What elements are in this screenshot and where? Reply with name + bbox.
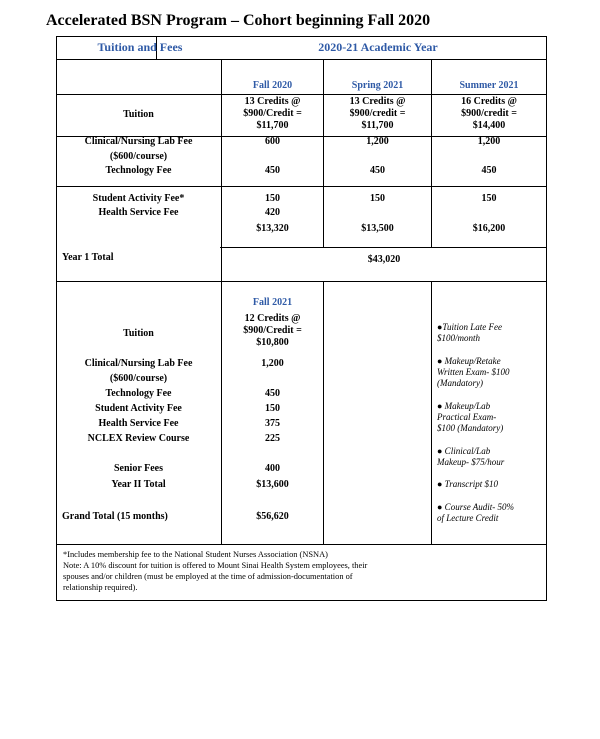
summer2021-tech: 450	[481, 165, 497, 176]
year1-grand-total: $43,020	[367, 254, 401, 265]
label-year1-total: Year 1 Total	[62, 252, 114, 263]
fall2020-tuition-1: 13 Credits @	[244, 96, 301, 107]
note-course-audit: ● Course Audit- 50% of Lecture Credit	[437, 502, 515, 523]
footnote: *Includes membership fee to the National Student Nurses Association (NSNA) Note: A 10% discount for tuition is offered to Mount Sinai Health System employees, their spouses and/or children (must be employed at the time of admission-documentation of relationship required).	[63, 550, 368, 592]
summer2021-tuition-2: $900/credit =	[461, 108, 517, 119]
spring2021-total: $13,500	[361, 223, 394, 234]
label-y2-lab-fee: Clinical/Nursing Lab Fee	[84, 358, 193, 369]
fall2021-tuition-1: 12 Credits @	[244, 313, 301, 324]
label-year2-total: Year II Total	[111, 479, 166, 490]
term-spring-2021: Spring 2021	[351, 80, 404, 91]
fall2021-senior: 400	[265, 463, 280, 474]
spring2021-tuition-1: 13 Credits @	[349, 96, 406, 107]
fall2020-tech: 450	[265, 165, 280, 176]
summer2021-tuition-3: $14,400	[472, 120, 506, 131]
label-y2-technology-fee: Technology Fee	[105, 388, 172, 399]
spring2021-tech: 450	[370, 165, 385, 176]
label-activity-fee: Student Activity Fee*	[92, 193, 185, 204]
label-lab-fee-note: ($600/course)	[109, 151, 168, 162]
fall2021-tuition-3: $10,800	[256, 337, 289, 348]
label-y2-tuition: Tuition	[123, 328, 154, 339]
label-tuition: Tuition	[123, 109, 154, 120]
fall2020-activity: 150	[265, 193, 280, 204]
fall2021-nclex: 225	[265, 433, 280, 444]
spring2021-tuition-3: $11,700	[361, 120, 394, 131]
label-senior-fees: Senior Fees	[114, 463, 163, 474]
label-y2-lab-fee-note: ($600/course)	[109, 373, 168, 384]
grand-total-value: $56,620	[256, 511, 289, 522]
fall2021-activity: 150	[265, 403, 280, 414]
spring2021-tuition-2: $900/credit =	[349, 108, 406, 119]
fall2020-health: 420	[265, 207, 280, 218]
term-fall-2021: Fall 2021	[252, 297, 293, 308]
page-title: Accelerated BSN Program – Cohort beginning Fall 2020	[46, 12, 431, 29]
term-fall-2020: Fall 2020	[252, 80, 293, 91]
fall2021-tech: 450	[265, 388, 280, 399]
fall2021-total: $13,600	[256, 479, 289, 490]
label-technology-fee: Technology Fee	[105, 165, 172, 176]
summer2021-lab: 1,200	[477, 136, 501, 147]
spring2021-activity: 150	[370, 193, 385, 204]
spring2021-lab: 1,200	[366, 136, 389, 147]
note-clinical-makeup: ● Clinical/Lab Makeup- $75/hour	[437, 446, 505, 467]
label-y2-health-fee: Health Service Fee	[98, 418, 179, 429]
summer2021-tuition-1: 16 Credits @	[461, 96, 517, 107]
summer2021-activity: 150	[481, 193, 497, 204]
label-health-fee: Health Service Fee	[98, 207, 179, 218]
fall2020-total: $13,320	[256, 223, 289, 234]
fall2021-lab: 1,200	[261, 358, 284, 369]
note-makeup-written: ● Makeup/Retake Written Exam- $100 (Mandatory)	[437, 356, 510, 388]
note-makeup-lab: ● Makeup/Lab Practical Exam- $100 (Mandatory)	[437, 401, 504, 433]
note-late-fee: ●Tuition Late Fee $100/month	[437, 322, 502, 343]
fall2020-lab: 600	[265, 136, 280, 147]
label-grand-total: Grand Total (15 months)	[62, 511, 168, 522]
label-nclex: NCLEX Review Course	[87, 433, 190, 444]
label-lab-fee: Clinical/Nursing Lab Fee	[84, 136, 193, 147]
term-summer-2021: Summer 2021	[459, 80, 519, 91]
summer2021-total: $16,200	[472, 223, 506, 234]
fall2021-health: 375	[265, 418, 280, 429]
fall2021-tuition-2: $900/Credit =	[243, 325, 302, 336]
header-academic-year: 2020-21 Academic Year	[318, 40, 438, 54]
fall2020-tuition-3: $11,700	[256, 120, 289, 131]
label-y2-activity-fee: Student Activity Fee	[95, 403, 182, 414]
fall2020-tuition-2: $900/Credit =	[243, 108, 302, 119]
note-transcript: ● Transcript $10	[437, 479, 498, 489]
header-tuition-fees: Tuition and Fees	[97, 40, 183, 54]
